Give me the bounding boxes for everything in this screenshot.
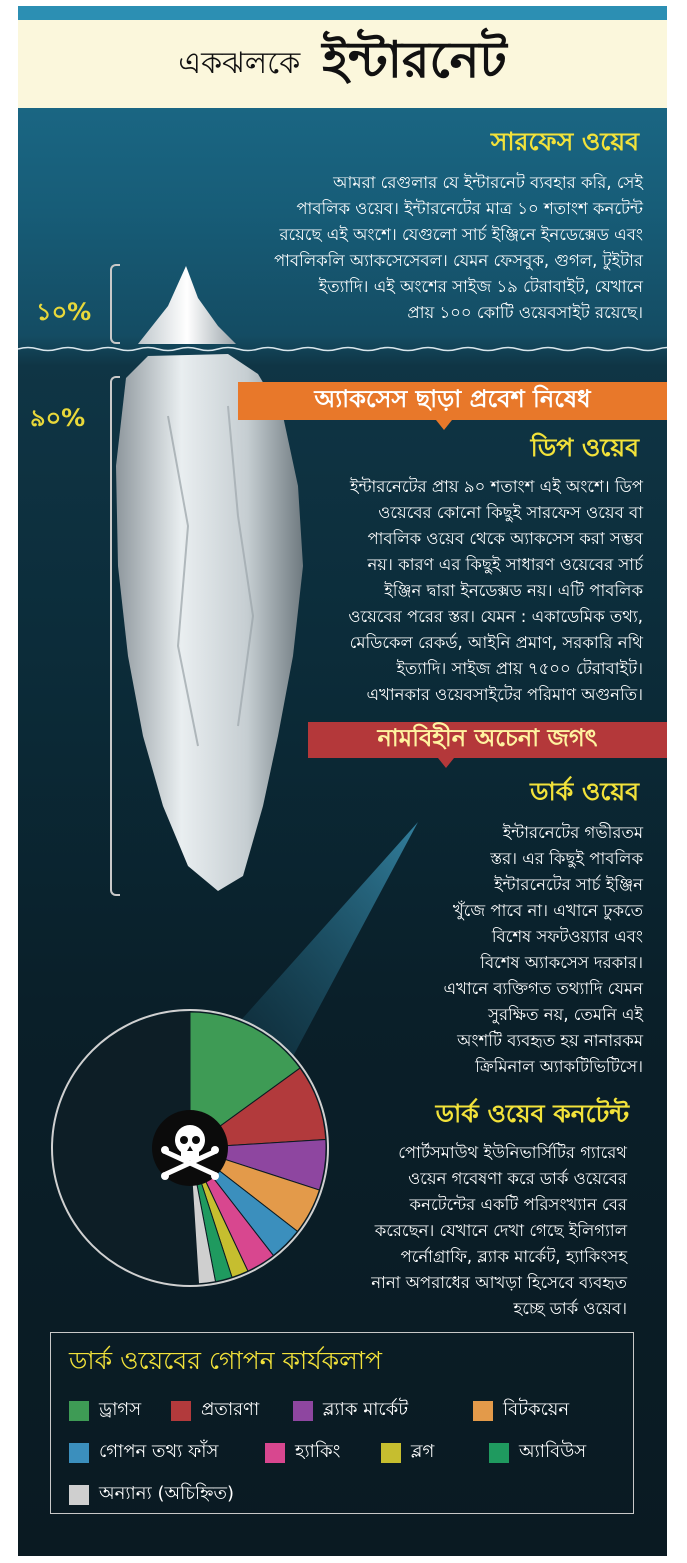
text-line: নানা অপরাধের আখড়া হিসেবে ব্যবহৃত: [371, 1273, 627, 1292]
text-line: ইন্টারনেটের সার্চ ইঞ্জিন: [494, 875, 643, 894]
legend-label: ড্রাগস: [99, 1399, 142, 1420]
text-line: নয়। কারণ এর কিছুই সাধারণ ওয়েবের সার্চ: [367, 555, 643, 574]
text-line: খুঁজে পাবে না। এখানে ঢুকতে: [452, 901, 643, 920]
text-line: এখানকার ওয়েবসাইটের পরিমাণ অগুনতি।: [366, 685, 643, 704]
deep-web-title: ডিপ ওয়েব: [530, 433, 639, 462]
text-line: প্রায় ১০০ কোটি ওয়েবসাইট রয়েছে।: [407, 303, 643, 322]
text-line: মেডিকেল রেকর্ড, আইনি প্রমাণ, সরকারি নথি: [349, 633, 643, 652]
text-line: ওয়েন গবেষণা করে ডার্ক ওয়েবের: [408, 1169, 627, 1188]
page-title: ইন্টারনেট: [322, 30, 507, 89]
text-line: ওয়েবের কোনো কিছুই সারফেস ওয়েব বা: [378, 503, 643, 522]
text-line: বিশেষ সফটওয়্যার এবং: [491, 927, 643, 946]
legend-item: [69, 1395, 141, 1426]
deep-bracket: [110, 376, 120, 896]
text-line: ইত্যাদি। সাইজ প্রায় ৭৫০০ টেরাবাইট।: [396, 659, 643, 678]
legend-swatch: [489, 1443, 509, 1463]
legend-item: [489, 1437, 586, 1468]
legend-title: ডার্ক ওয়েবের গোপন কার্যকলাপ: [69, 1346, 383, 1375]
text-line: ইঞ্জিন দ্বারা ইনডেক্সড নয়। এটি পাবলিক: [384, 581, 643, 600]
legend-item: [293, 1395, 408, 1426]
legend-swatch: [69, 1485, 89, 1505]
waterline: [18, 346, 667, 352]
surface-percent: ১০%: [36, 298, 92, 326]
legend-item: [265, 1437, 340, 1468]
legend: [50, 1332, 634, 1514]
banner-pointer: [436, 420, 452, 430]
title-prefix: একঝলকে: [178, 45, 301, 81]
legend-label: প্রতারণা: [201, 1399, 260, 1420]
dark-web-text: [353, 820, 643, 1080]
text-line: সুরক্ষিত নয়, তেমনি এই: [488, 1005, 643, 1024]
text-line: ইন্টারনেটের গভীরতম: [502, 823, 643, 842]
top-accent-bar: [18, 6, 667, 20]
deep-percent: ৯০%: [30, 404, 86, 432]
text-line: আমরা রেগুলার যে ইন্টারনেট ব্যবহার করি, সেই: [333, 173, 643, 192]
legend-label: বিটকয়েন: [503, 1399, 570, 1420]
legend-item: [381, 1437, 434, 1468]
surface-web-title: সারফেস ওয়েব: [490, 127, 639, 156]
legend-label: অ্যাবিউস: [519, 1441, 587, 1462]
dark-web-title: ডার্ক ওয়েব: [530, 777, 639, 806]
title-box: [18, 20, 667, 108]
text-line: পাবলিকলি অ্যাকসেসেবল। যেমন ফেসবুক, গুগল, টুইটার: [273, 251, 643, 270]
legend-label: গোপন তথ্য ফাঁস: [99, 1441, 219, 1462]
legend-swatch: [381, 1443, 401, 1463]
legend-item: [69, 1479, 234, 1510]
dark-web-content-text: [297, 1140, 627, 1322]
text-line: ওয়েবের পরের স্তর। যেমন : একাডেমিক তথ্য,: [348, 607, 643, 626]
legend-swatch: [293, 1401, 313, 1421]
text-line: পাবলিক ওয়েব থেকে অ্যাকসেস করা সম্ভব: [367, 529, 643, 548]
legend-swatch: [69, 1401, 89, 1421]
text-line: বিশেষ অ্যাকসেস দরকার।: [480, 953, 643, 972]
legend-item: [69, 1437, 218, 1468]
legend-swatch: [265, 1443, 285, 1463]
legend-label: ব্ল্যাক মার্কেট: [323, 1399, 409, 1420]
infographic: [18, 6, 667, 1556]
text-line: পাবলিক ওয়েব। ইন্টারনেটের মাত্র ১০ শতাংশ কনটেন্ট: [296, 199, 643, 218]
text-line: ইন্টারনেটের প্রায় ৯০ শতাংশ এই অংশে। ডিপ: [349, 477, 643, 496]
legend-item: [473, 1395, 569, 1426]
text-line: হচ্ছে ডার্ক ওয়েব।: [513, 1299, 627, 1318]
text-line: স্তর। এর কিছুই পাবলিক: [490, 849, 643, 868]
text-line: এখানে ব্যক্তিগত তথ্যাদি যেমন: [443, 979, 643, 998]
text-line: পোর্টসমাউথ ইউনিভার্সিটির গ্যারেথ: [398, 1143, 627, 1162]
text-line: ইত্যাদি। এই অংশের সাইজ ১৯ টেরাবাইট, যেখানে: [318, 277, 643, 296]
legend-label: হ্যাকিং: [295, 1441, 341, 1462]
dark-web-banner: নামবিহীন অচেনা জগৎ: [308, 722, 667, 758]
deep-web-banner: অ্যাকসেস ছাড়া প্রবেশ নিষেধ: [238, 382, 667, 420]
legend-swatch: [473, 1401, 493, 1421]
text-line: অংশটি ব্যবহৃত হয় নানারকম: [457, 1031, 643, 1050]
text-line: ক্রিমিনাল অ্যাকটিভিটিসে।: [475, 1057, 643, 1076]
surface-bracket: [110, 264, 120, 344]
text-line: করেছেন। যেখানে দেখা গেছে ইলিগ্যাল: [374, 1221, 627, 1240]
legend-item: [171, 1395, 259, 1426]
dark-web-content-title: ডার্ক ওয়েব কনটেন্ট: [435, 1099, 629, 1128]
text-line: কনটেন্টের একটি পরিসংখ্যান বের: [409, 1195, 627, 1214]
surface-web-text: [163, 170, 643, 326]
text-line: পর্নোগ্রাফি, ব্ল্যাক মার্কেট, হ্যাকিংসহ: [400, 1247, 627, 1266]
legend-label: অন্যান্য (অচিহ্নিত): [99, 1483, 234, 1504]
text-line: রয়েছে এই অংশে। যেগুলো সার্চ ইঞ্জিনে ইনডেক্সেড এবং: [279, 225, 643, 244]
legend-swatch: [171, 1401, 191, 1421]
legend-label: ব্লগ: [411, 1441, 435, 1462]
banner-pointer: [438, 758, 454, 768]
deep-web-text: [243, 474, 643, 708]
legend-swatch: [69, 1443, 89, 1463]
